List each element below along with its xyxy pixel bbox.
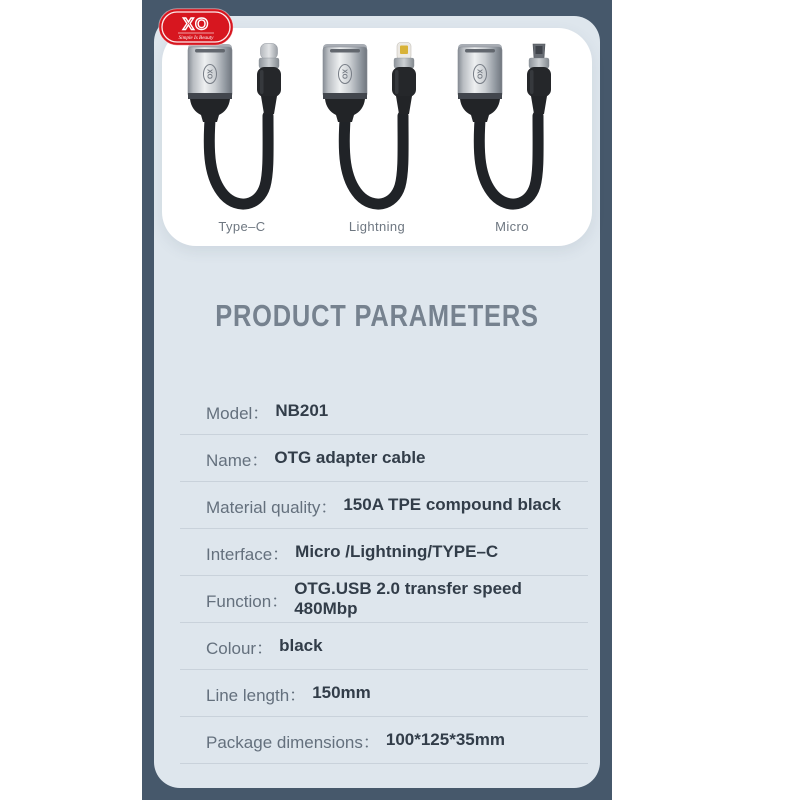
male-connector-icon <box>527 44 551 114</box>
parameter-row <box>180 623 588 670</box>
svg-text:XO: XO <box>340 68 348 80</box>
parameter-row <box>180 529 588 576</box>
parameter-label: Interface： <box>206 544 290 564</box>
svg-text:XO: XO <box>182 14 210 34</box>
parameter-row <box>180 717 588 764</box>
product-image-frame <box>142 0 612 800</box>
otg-cable-illustration <box>178 40 306 210</box>
parameter-value: NB201 <box>275 401 329 420</box>
xo-brand-logo-icon <box>158 8 234 46</box>
cable-wire <box>344 116 403 204</box>
content-panel <box>154 16 600 788</box>
usb-a-female-icon <box>188 44 232 122</box>
parameter-value: 100*125*35mm <box>385 730 505 749</box>
parameter-label: Function： <box>206 591 289 611</box>
parameter-label: Colour： <box>206 638 274 658</box>
otg-cable-illustration <box>448 40 576 210</box>
usb-a-female-icon <box>458 44 502 122</box>
svg-text:XO: XO <box>205 68 213 80</box>
usb-a-female-icon <box>323 44 367 122</box>
connector-label: Lightning <box>348 219 406 234</box>
parameter-value: OTG adapter cable <box>274 448 426 467</box>
parameter-value: black <box>279 636 323 655</box>
svg-text:Simple Is Beauty: Simple Is Beauty <box>178 35 214 41</box>
cable-wire <box>479 116 538 204</box>
parameter-value: 150mm <box>312 683 371 702</box>
product-photo-card <box>162 28 592 246</box>
parameter-label: Line length： <box>206 685 307 705</box>
parameter-label: Name： <box>206 450 269 470</box>
connector-label: Micro <box>495 219 529 234</box>
parameter-label: Model： <box>206 403 270 423</box>
section-title: PRODUCT PARAMETERS <box>215 298 539 333</box>
connector-label: Type–C <box>218 219 266 234</box>
cable-figure-lightning <box>311 40 443 236</box>
parameter-value: Micro /Lightning/TYPE–C <box>295 542 499 561</box>
parameter-label: Package dimensions： <box>206 732 380 752</box>
parameter-row <box>180 435 588 482</box>
parameters-table <box>180 388 588 764</box>
parameter-row <box>180 670 588 717</box>
lightning-tip-icon <box>397 43 411 60</box>
parameter-value: OTG.USB 2.0 transfer speed 480Mbp <box>294 579 522 618</box>
male-connector-icon <box>257 44 281 115</box>
cable-wire <box>209 116 268 204</box>
otg-cable-illustration <box>313 40 441 210</box>
micro-usb-tip-icon <box>533 44 545 58</box>
svg-text:XO: XO <box>475 68 483 80</box>
cable-showcase <box>162 28 592 246</box>
parameter-row <box>180 482 588 529</box>
cable-figure-micro <box>446 40 578 236</box>
male-connector-icon <box>392 43 416 115</box>
cable-figure-type-c <box>176 40 308 236</box>
parameter-row <box>180 576 588 623</box>
type-c-tip-icon <box>261 44 278 60</box>
parameter-label: Material quality： <box>206 497 338 517</box>
parameter-value: 150A TPE compound black <box>343 495 561 514</box>
parameter-row <box>180 388 588 435</box>
